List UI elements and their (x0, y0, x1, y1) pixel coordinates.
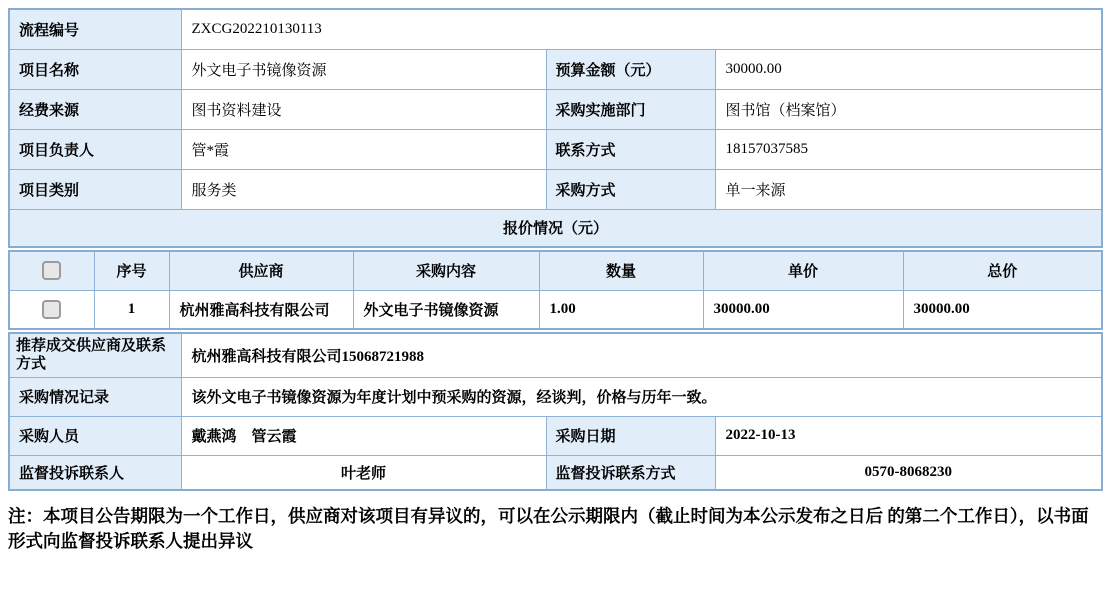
row-checkbox[interactable] (42, 300, 61, 319)
supervise-phone-label: 监督投诉联系方式 (546, 455, 715, 490)
recommended-supplier-value: 杭州雅高科技有限公司15068721988 (181, 333, 1102, 377)
department-label: 采购实施部门 (546, 89, 715, 129)
row-checkbox-cell (9, 290, 94, 329)
procurement-date-value: 2022-10-13 (715, 416, 1102, 455)
cell-total-price: 30000.00 (903, 290, 1102, 329)
cell-supplier: 杭州雅高科技有限公司 (169, 290, 353, 329)
project-leader-value: 管*霞 (181, 129, 546, 169)
budget-value: 30000.00 (715, 49, 1102, 89)
cell-seq: 1 (94, 290, 169, 329)
row-funding-department (9, 89, 1102, 129)
row-project-name-budget (9, 49, 1102, 89)
col-header-supplier: 供应商 (169, 251, 353, 290)
procure-method-label: 采购方式 (546, 169, 715, 209)
procurement-record-label: 采购情况记录 (9, 377, 181, 416)
quote-section-title: 报价情况（元） (9, 209, 1102, 247)
cell-unit-price: 30000.00 (703, 290, 903, 329)
cell-content: 外文电子书镜像资源 (353, 290, 539, 329)
supervise-contact-value: 叶老师 (181, 455, 546, 490)
row-supervise-contact (9, 455, 1102, 490)
contact-label: 联系方式 (546, 129, 715, 169)
col-header-seq: 序号 (94, 251, 169, 290)
select-all-cell (9, 251, 94, 290)
funding-source-label: 经费来源 (9, 89, 181, 129)
procurement-staff-label: 采购人员 (9, 416, 181, 455)
project-name-value: 外文电子书镜像资源 (181, 49, 546, 89)
announcement-note: 注：本项目公告期限为一个工作日，供应商对该项目有异议的，可以在公示期限内（截止时间为本公示发布之日后 的第二个工作日），以书面形式向监督投诉联系人提出异议 (8, 506, 1089, 552)
recommended-supplier-label: 推荐成交供应商及联系方式 (9, 333, 181, 377)
row-procurement-record (9, 377, 1102, 416)
cell-quantity: 1.00 (539, 290, 703, 329)
procurement-form (8, 8, 1101, 555)
procure-method-value: 单一来源 (715, 169, 1102, 209)
col-header-quantity: 数量 (539, 251, 703, 290)
project-category-value: 服务类 (181, 169, 546, 209)
quote-table (8, 250, 1103, 330)
supervise-phone-value: 0570-8068230 (715, 455, 1102, 490)
row-leader-contact (9, 129, 1102, 169)
project-leader-label: 项目负责人 (9, 129, 181, 169)
department-value: 图书馆（档案馆） (715, 89, 1102, 129)
contact-value: 18157037585 (715, 129, 1102, 169)
funding-source-value: 图书资料建设 (181, 89, 546, 129)
col-header-content: 采购内容 (353, 251, 539, 290)
col-header-unit-price: 单价 (703, 251, 903, 290)
supervise-contact-label: 监督投诉联系人 (9, 455, 181, 490)
row-category-method (9, 169, 1102, 209)
quote-table-header-row (9, 251, 1102, 290)
row-recommended-supplier (9, 333, 1102, 377)
budget-label: 预算金额（元） (546, 49, 715, 89)
row-process-number (9, 9, 1102, 49)
process-number-value: ZXCG202210130113 (181, 9, 1102, 49)
procurement-record-value: 该外文电子书镜像资源为年度计划中预采购的资源，经谈判，价格与历年一致。 (181, 377, 1102, 416)
result-info-table (8, 332, 1103, 491)
project-name-label: 项目名称 (9, 49, 181, 89)
quote-table-row (9, 290, 1102, 329)
select-all-checkbox[interactable] (42, 261, 61, 280)
project-info-table (8, 8, 1103, 248)
row-staff-date (9, 416, 1102, 455)
procurement-staff-value: 戴燕鸿 管云霞 (181, 416, 546, 455)
process-number-label: 流程编号 (9, 9, 181, 49)
procurement-date-label: 采购日期 (546, 416, 715, 455)
project-category-label: 项目类别 (9, 169, 181, 209)
quote-section-header-row (9, 209, 1102, 247)
col-header-total-price: 总价 (903, 251, 1102, 290)
